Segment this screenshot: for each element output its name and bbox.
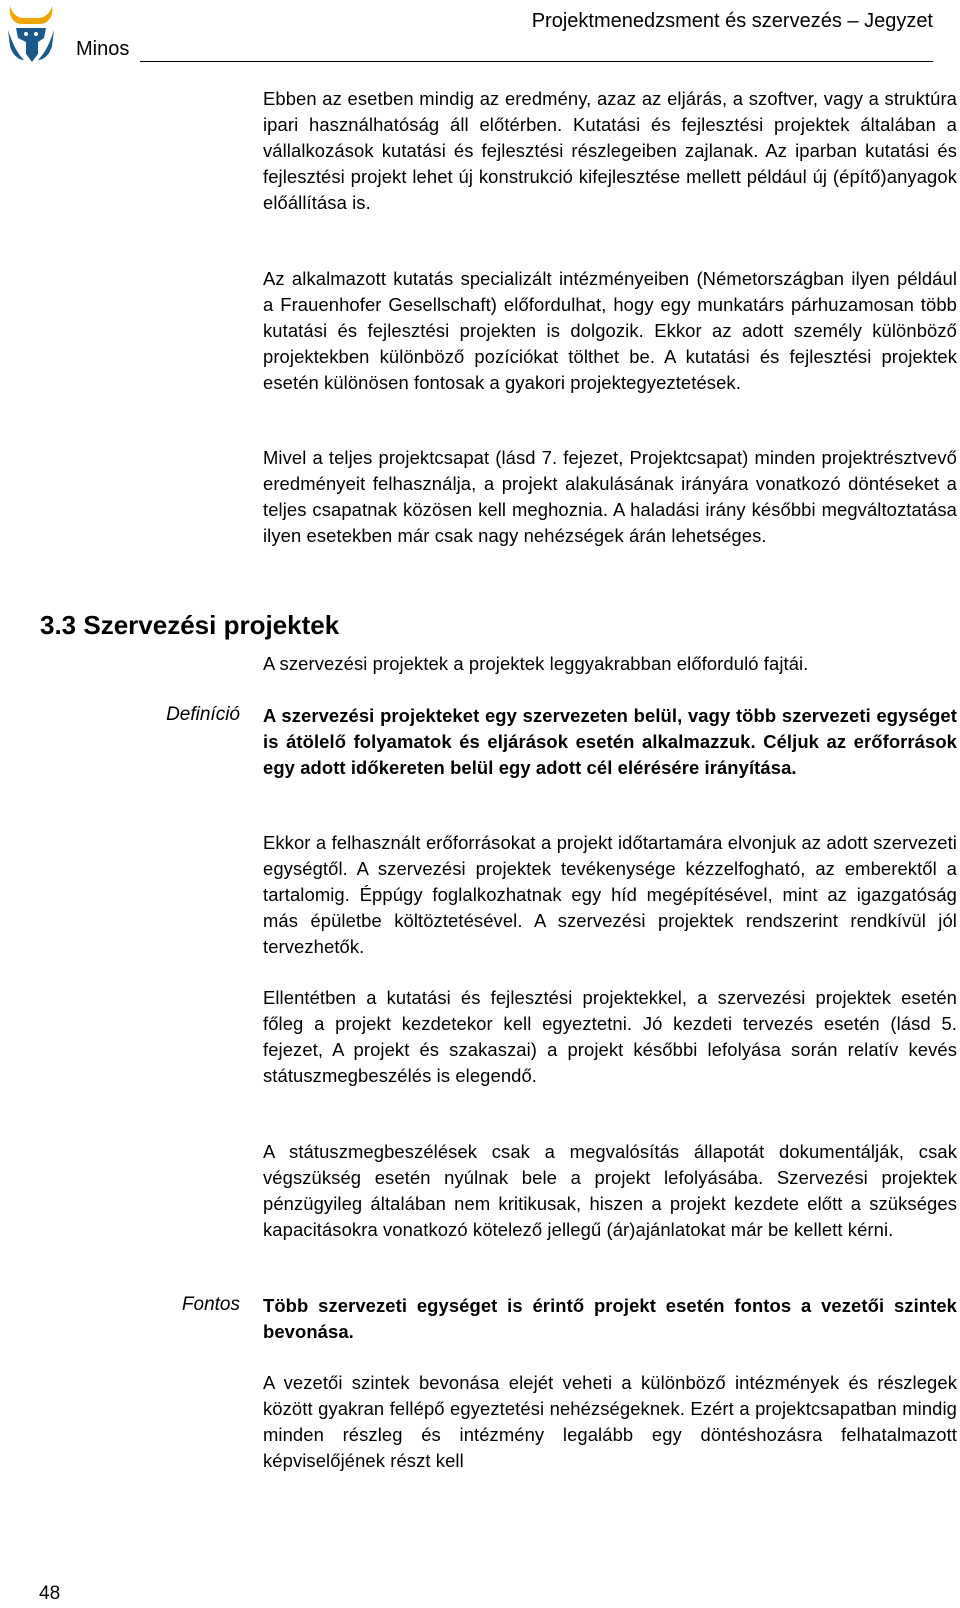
body-paragraph: A státuszmegbeszélések csak a megvalósítás állapotát dokumentálják, csak végszükség esetén nyúlnak bele a projekt lefolyásába. Szervezési projektek pénzügyileg általában nem kritikusak, hiszen a projekt kezdete előtt a szükséges kapacitásokra vonatkozó kötelező jellegű (ár)ajánlatokat már be kellett kérni. (263, 1141, 957, 1240)
page-number: 48 (39, 1583, 61, 1604)
definition-label: Definíció (166, 704, 240, 725)
body-paragraph: Ebben az esetben mindig az eredmény, azaz az eljárás, a szoftver, vagy a struktúra ipari használhatóság áll előtérben. Kutatási és fejlesztési projektek általában a vállalkozások kutatási és fejlesztési részlegeiben zajlanak. Az iparban kutatási és fejlesztési projekt lehet új konstrukció kifejlesztése mellett például új (építő)anyagok előállítása is. (263, 88, 957, 213)
section-heading: 3.3 Szervezési projektek (40, 610, 340, 640)
body-paragraph: Ekkor a felhasznált erőforrásokat a projekt időtartamára elvonjuk az adott szervezeti egységtől. A szervezési projektek tevékenysége kézzelfogható, az emberektől a tartalomig. Éppúgy foglalkozhatnak egy híd megépítésével, mint az igazgatóság más épületbe költöztetésével. A szervezési projektek rendszerint rendkívül jól tervezhetők. (263, 832, 957, 957)
definition-text: A szervezési projekteket egy szervezeten belül, vagy több szervezeti egységet is átölelő folyamatok és eljárások esetén alkalmazzuk. Céljuk az erőforrások egy adott időkereten belül egy adott cél elérésére irányítása. (263, 705, 957, 778)
body-paragraph: Ellentétben a kutatási és fejlesztési projektekkel, a szervezési projektek esetén főleg a projekt kezdetekor kell egyeztetni. Jó kezdeti tervezés esetén (lásd 5. fejezet, A projekt és szakaszai) a projekt későbbi lefolyása során relatív kevés státuszmegbeszélés is elegendő. (263, 987, 957, 1086)
important-text: Több szervezeti egységet is érintő projekt esetén fontos a vezetői szintek bevonása. (263, 1295, 957, 1342)
body-paragraph: Mivel a teljes projektcsapat (lásd 7. fejezet, Projektcsapat) minden projektrésztvevő eredményeit felhasználja, a projekt alakulásának irányára vonatkozó döntéseket a teljes csapatnak közösen kell meghoznia. A haladási irány későbbi megváltoztatása ilyen esetekben már csak nagy nehézségek árán lehetséges. (263, 447, 957, 546)
section-intro: A szervezési projektek a projektek leggyakrabban előforduló fajtái. (263, 653, 809, 674)
body-paragraph: Az alkalmazott kutatás specializált intézményeiben (Németországban ilyen például a Frauenhofer Gesellschaft) előfordulhat, hogy egy munkatárs párhuzamosan több kutatási és fejlesztési projekten is dolgozik. Ekkor az adott személy különböző projektekben különböző pozíciókat tölthet be. A kutatási és fejlesztési projektek esetén különösen fontosak a gyakori projektegyeztetések. (263, 268, 957, 393)
header-author: Minos (76, 38, 130, 60)
header-divider (140, 61, 933, 62)
important-label: Fontos (181, 1294, 240, 1315)
minos-bull-logo-icon (4, 2, 58, 68)
body-paragraph: A vezetői szintek bevonása elejét veheti a különböző intézmények és részlegek között gyakran fellépő egyeztetési nehézségeknek. Ezért a projektcsapatban mindig minden részleg és intézmény legalább egy döntéshozásra felhatalmazott képviselőjének részt kell (263, 1372, 957, 1471)
page-header (0, 0, 960, 70)
header-title: Projektmenedzsment és szervezés – Jegyzet (531, 10, 933, 32)
